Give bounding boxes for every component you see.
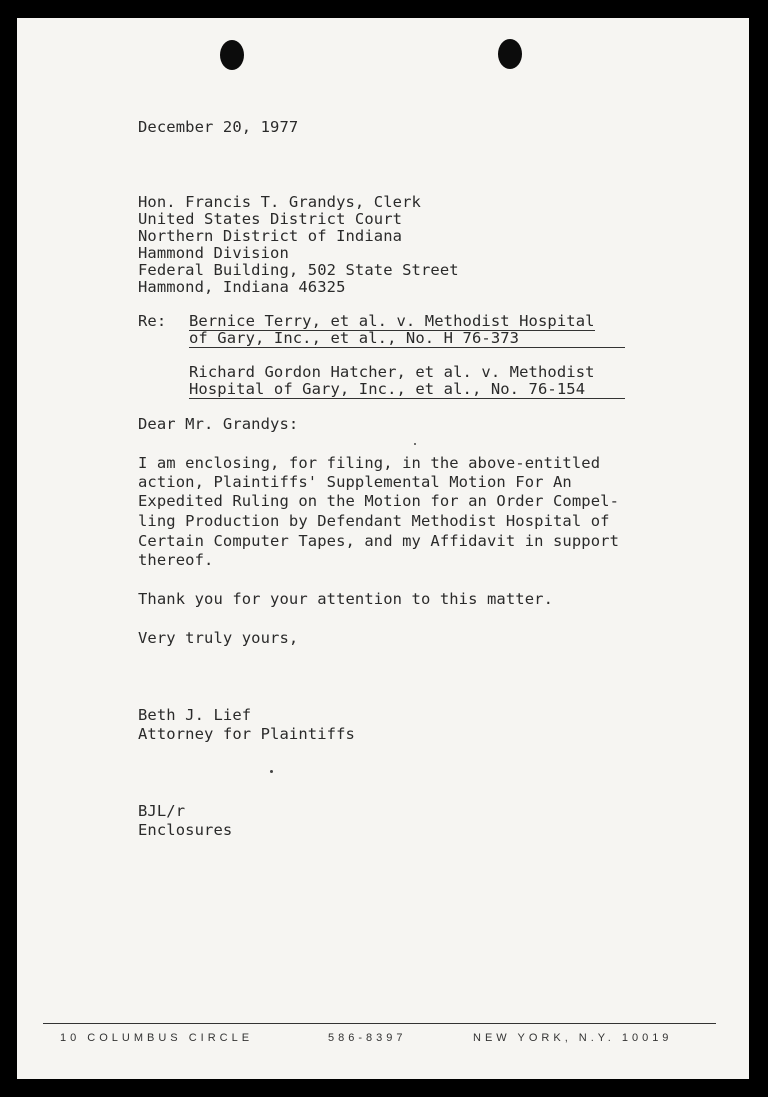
closing: Very truly yours, [138, 629, 299, 647]
footer-rule [43, 1023, 716, 1024]
re-case1-line2-text: of Gary, Inc., et al., No. H 76-373 [189, 330, 625, 348]
footer-phone: 586-8397 [328, 1032, 407, 1044]
body-paragraph-1-line-3: Expedited Ruling on the Motion for an Order Compel- [138, 492, 620, 510]
initials: BJL/r [138, 802, 186, 820]
letter-page [17, 18, 749, 1079]
body-paragraph-1-line-4: ling Production by Defendant Methodist Hospital of [138, 512, 610, 530]
salutation: Dear Mr. Grandys: [138, 415, 299, 433]
punch-hole-left [220, 40, 244, 70]
recipient-line-3: Northern District of Indiana [138, 227, 403, 245]
body-paragraph-1-line-1: I am enclosing, for filing, in the above-entitled [138, 454, 601, 472]
re-case2-line1: Richard Gordon Hatcher, et al. v. Methodist [189, 363, 595, 381]
re-case2-line2 [189, 381, 625, 399]
body-paragraph-2: Thank you for your attention to this matter. [138, 590, 553, 608]
recipient-line-6: Hammond, Indiana 46325 [138, 278, 346, 296]
footer-city: NEW YORK, N.Y. 10019 [473, 1032, 673, 1044]
speck-mark [414, 443, 416, 445]
signer-title: Attorney for Plaintiffs [138, 725, 355, 743]
recipient-line-4: Hammond Division [138, 244, 289, 262]
re-case1-line2 [189, 330, 625, 348]
body-paragraph-1-line-6: thereof. [138, 551, 214, 569]
letter-date: December 20, 1977 [138, 118, 299, 136]
body-paragraph-1-line-2: action, Plaintiffs' Supplemental Motion For An [138, 473, 572, 491]
punch-hole-right [498, 39, 522, 69]
body-paragraph-1-line-5: Certain Computer Tapes, and my Affidavit in support [138, 532, 620, 550]
re-case1-line1-text: Bernice Terry, et al. v. Methodist Hospital [189, 312, 595, 330]
re-case2-line2-text: Hospital of Gary, Inc., et al., No. 76-154 [189, 381, 625, 399]
recipient-line-2: United States District Court [138, 210, 403, 228]
footer-address: 10 COLUMBUS CIRCLE [60, 1032, 254, 1044]
stray-mark [270, 770, 273, 773]
recipient-line-5: Federal Building, 502 State Street [138, 261, 459, 279]
enclosures: Enclosures [138, 821, 233, 839]
signer-name: Beth J. Lief [138, 706, 252, 724]
recipient-line-1: Hon. Francis T. Grandys, Clerk [138, 193, 421, 211]
re-label: Re: [138, 312, 167, 330]
